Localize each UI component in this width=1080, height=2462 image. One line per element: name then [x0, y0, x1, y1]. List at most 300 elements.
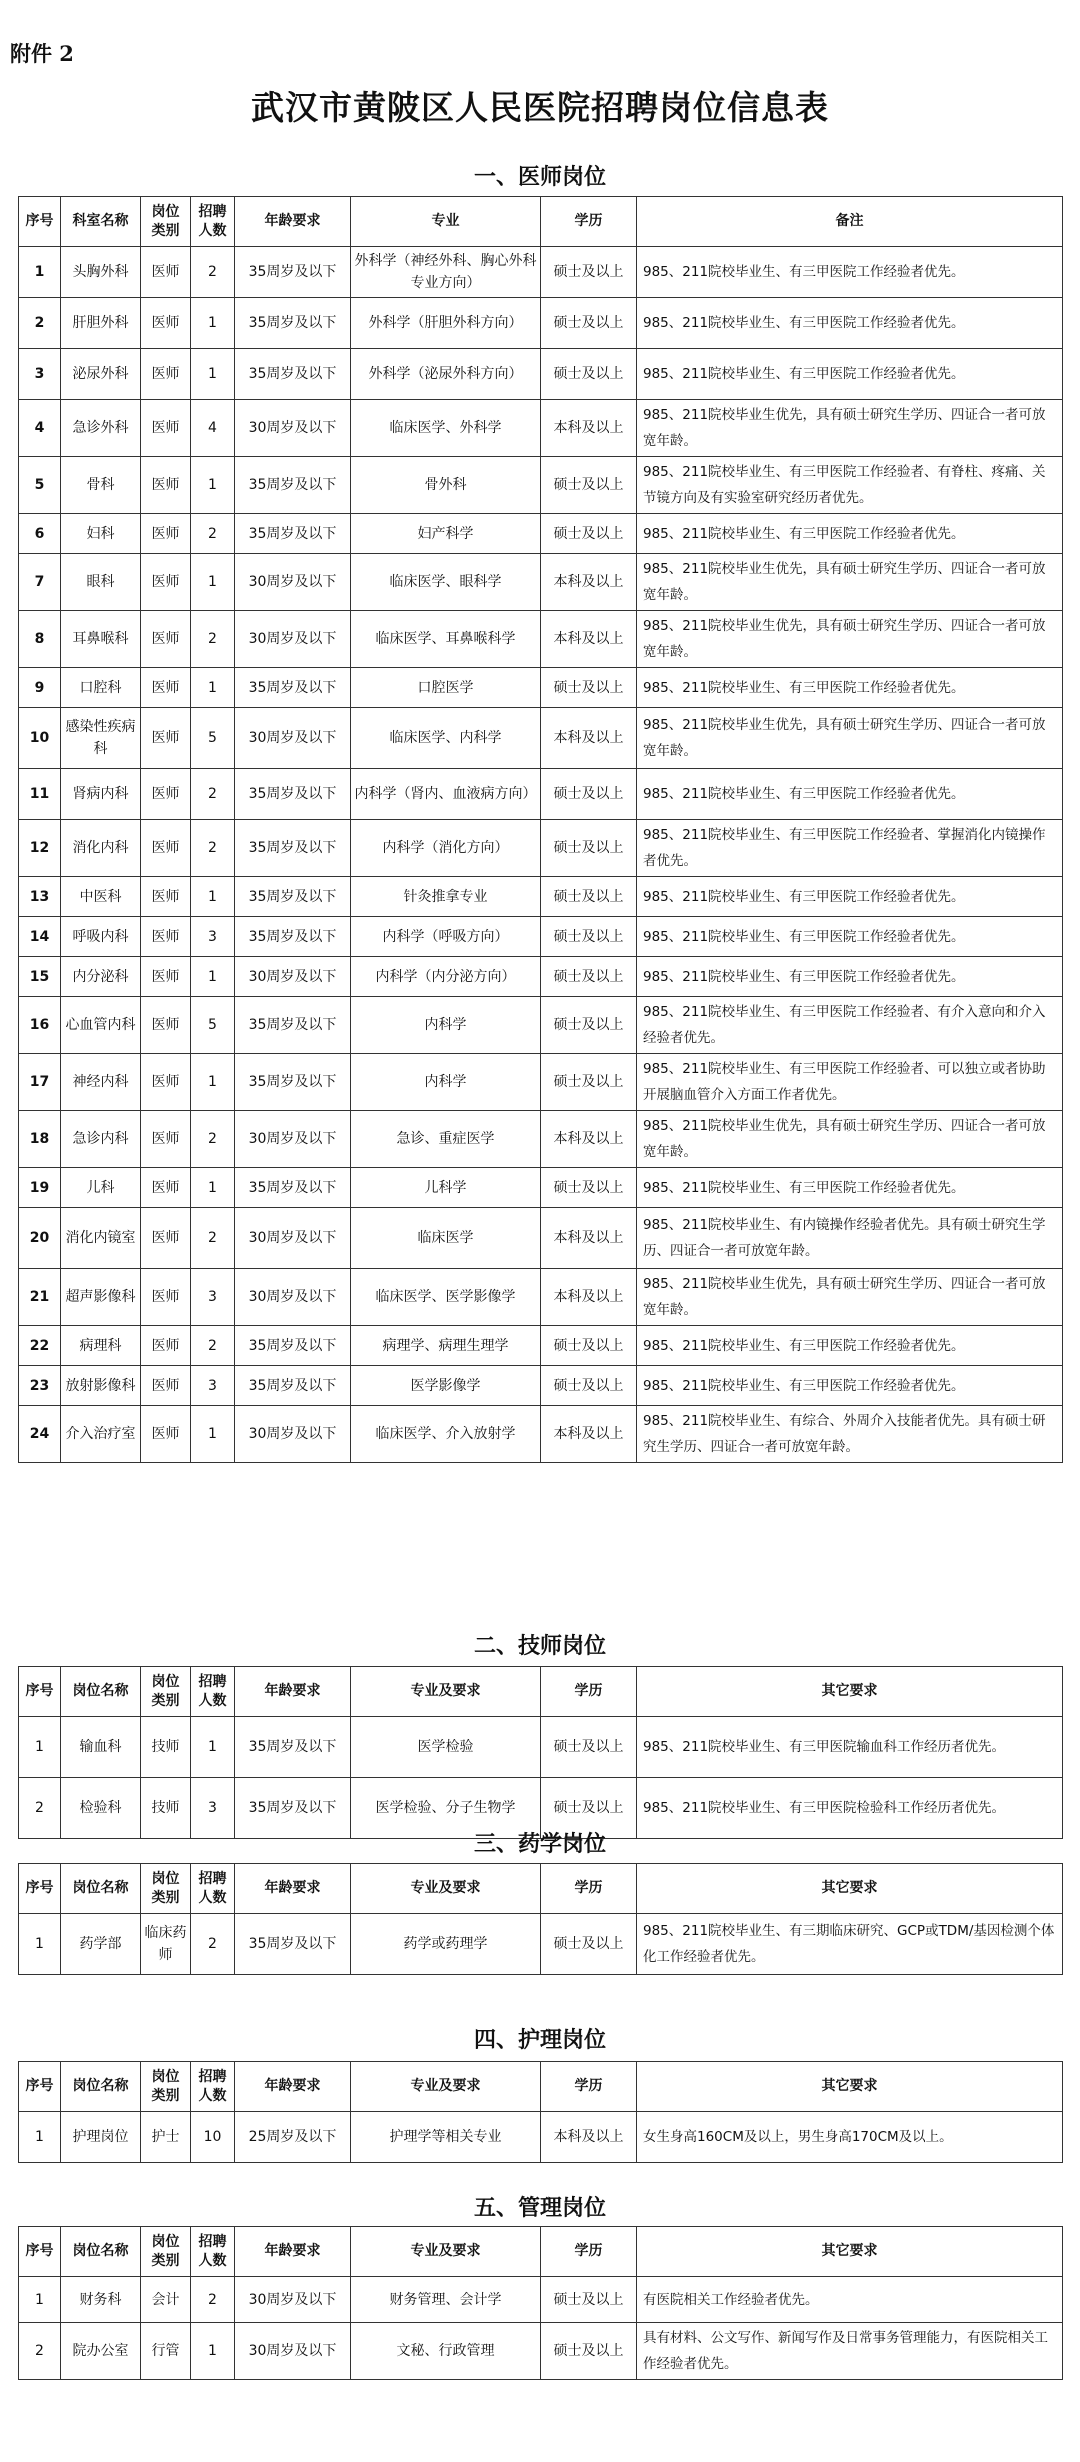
cell-age: 35周岁及以下 — [235, 769, 351, 820]
cell-count: 2 — [191, 820, 235, 877]
cell-major: 药学或药理学 — [351, 1914, 541, 1975]
cell-major: 病理学、病理生理学 — [351, 1326, 541, 1366]
cell-count: 1 — [191, 298, 235, 349]
cell-index: 1 — [19, 2277, 61, 2323]
cell-major: 内科学 — [351, 997, 541, 1054]
cell-major: 财务管理、会计学 — [351, 2277, 541, 2323]
table-row — [19, 668, 1063, 708]
column-header-index: 序号 — [19, 2062, 61, 2112]
cell-count: 1 — [191, 1168, 235, 1208]
cell-index: 1 — [19, 1717, 61, 1778]
column-header-age: 年龄要求 — [235, 1864, 351, 1914]
table-header-row — [19, 1864, 1063, 1914]
cell-count: 4 — [191, 400, 235, 457]
column-header-education: 学历 — [541, 1667, 637, 1717]
cell-category: 医师 — [141, 708, 191, 769]
cell-department: 泌尿外科 — [61, 349, 141, 400]
cell-count: 2 — [191, 247, 235, 298]
column-header-education: 学历 — [541, 2227, 637, 2277]
cell-index: 23 — [19, 1366, 61, 1406]
cell-category: 医师 — [141, 1366, 191, 1406]
column-header-count: 招聘人数 — [191, 1864, 235, 1914]
cell-department: 肝胆外科 — [61, 298, 141, 349]
cell-education: 硕士及以上 — [541, 2277, 637, 2323]
cell-count: 1 — [191, 349, 235, 400]
cell-major: 内科学（消化方向） — [351, 820, 541, 877]
table-row — [19, 708, 1063, 769]
column-header-major: 专业及要求 — [351, 2227, 541, 2277]
cell-department: 感染性疾病科 — [61, 708, 141, 769]
column-header-count: 招聘人数 — [191, 1667, 235, 1717]
cell-count: 5 — [191, 997, 235, 1054]
cell-age: 35周岁及以下 — [235, 1914, 351, 1975]
section-title: 五、管理岗位 — [473, 2195, 606, 2221]
cell-index: 22 — [19, 1326, 61, 1366]
column-header-education: 学历 — [541, 197, 637, 247]
cell-department: 药学部 — [61, 1914, 141, 1975]
section-table — [18, 1666, 1063, 1839]
cell-age: 30周岁及以下 — [235, 611, 351, 668]
cell-index: 16 — [19, 997, 61, 1054]
cell-index: 18 — [19, 1111, 61, 1168]
cell-department: 检验科 — [61, 1778, 141, 1839]
cell-education: 硕士及以上 — [541, 769, 637, 820]
cell-major: 临床医学 — [351, 1208, 541, 1269]
column-header-age: 年龄要求 — [235, 2227, 351, 2277]
cell-count: 1 — [191, 554, 235, 611]
column-header-category: 岗位类别 — [141, 2227, 191, 2277]
cell-department: 输血科 — [61, 1717, 141, 1778]
column-header-category: 岗位类别 — [141, 2062, 191, 2112]
cell-category: 医师 — [141, 1111, 191, 1168]
cell-age: 35周岁及以下 — [235, 298, 351, 349]
table-row — [19, 400, 1063, 457]
cell-count: 2 — [191, 514, 235, 554]
cell-major: 妇产科学 — [351, 514, 541, 554]
cell-index: 10 — [19, 708, 61, 769]
cell-age: 30周岁及以下 — [235, 957, 351, 997]
table-row — [19, 1208, 1063, 1269]
cell-age: 30周岁及以下 — [235, 1269, 351, 1326]
cell-major: 临床医学、内科学 — [351, 708, 541, 769]
cell-age: 35周岁及以下 — [235, 349, 351, 400]
table-row — [19, 349, 1063, 400]
cell-index: 1 — [19, 247, 61, 298]
cell-age: 35周岁及以下 — [235, 1366, 351, 1406]
table-row — [19, 1914, 1063, 1975]
cell-department: 介入治疗室 — [61, 1406, 141, 1463]
column-header-major: 专业及要求 — [351, 1864, 541, 1914]
table-row — [19, 917, 1063, 957]
column-header-department: 岗位名称 — [61, 1667, 141, 1717]
section-table — [18, 1863, 1063, 1975]
column-header-education: 学历 — [541, 1864, 637, 1914]
column-header-category: 岗位类别 — [141, 1667, 191, 1717]
table-header-row — [19, 1667, 1063, 1717]
cell-department: 放射影像科 — [61, 1366, 141, 1406]
cell-major: 外科学（神经外科、胸心外科专业方向） — [351, 247, 541, 298]
column-header-count: 招聘人数 — [191, 2227, 235, 2277]
cell-category: 医师 — [141, 611, 191, 668]
cell-notes: 985、211院校毕业生、有三甲医院工作经验者优先。 — [637, 769, 1063, 820]
cell-education: 硕士及以上 — [541, 1054, 637, 1111]
cell-department: 病理科 — [61, 1326, 141, 1366]
cell-education: 硕士及以上 — [541, 668, 637, 708]
cell-education: 硕士及以上 — [541, 247, 637, 298]
table-row — [19, 514, 1063, 554]
cell-major: 内科学（内分泌方向） — [351, 957, 541, 997]
table-row — [19, 1054, 1063, 1111]
cell-notes: 985、211院校毕业生优先，具有硕士研究生学历、四证合一者可放宽年龄。 — [637, 708, 1063, 769]
cell-category: 医师 — [141, 349, 191, 400]
cell-education: 硕士及以上 — [541, 820, 637, 877]
cell-count: 2 — [191, 1208, 235, 1269]
column-header-notes: 其它要求 — [637, 2227, 1063, 2277]
table-row — [19, 957, 1063, 997]
cell-category: 护士 — [141, 2112, 191, 2163]
column-header-index: 序号 — [19, 2227, 61, 2277]
cell-education: 硕士及以上 — [541, 349, 637, 400]
cell-index: 15 — [19, 957, 61, 997]
column-header-department: 岗位名称 — [61, 2062, 141, 2112]
section-title: 三、药学岗位 — [473, 1831, 606, 1857]
cell-category: 医师 — [141, 400, 191, 457]
table-row — [19, 247, 1063, 298]
cell-category: 医师 — [141, 820, 191, 877]
table-row — [19, 2277, 1063, 2323]
cell-education: 本科及以上 — [541, 708, 637, 769]
cell-notes: 985、211院校毕业生、有三甲医院工作经验者、有介入意向和介入经验者优先。 — [637, 997, 1063, 1054]
cell-major: 内科学（呼吸方向） — [351, 917, 541, 957]
cell-department: 内分泌科 — [61, 957, 141, 997]
column-header-notes: 其它要求 — [637, 1667, 1063, 1717]
section-table — [18, 196, 1063, 1463]
cell-index: 17 — [19, 1054, 61, 1111]
cell-index: 11 — [19, 769, 61, 820]
cell-count: 1 — [191, 457, 235, 514]
table-row — [19, 457, 1063, 514]
cell-department: 口腔科 — [61, 668, 141, 708]
cell-category: 医师 — [141, 247, 191, 298]
cell-major: 针灸推拿专业 — [351, 877, 541, 917]
cell-notes: 985、211院校毕业生、有三甲医院工作经验者、可以独立或者协助开展脑血管介入方面工作者优先。 — [637, 1054, 1063, 1111]
cell-notes: 985、211院校毕业生优先，具有硕士研究生学历、四证合一者可放宽年龄。 — [637, 1111, 1063, 1168]
cell-age: 30周岁及以下 — [235, 1208, 351, 1269]
cell-age: 30周岁及以下 — [235, 400, 351, 457]
cell-department: 消化内镜室 — [61, 1208, 141, 1269]
cell-major: 文秘、行政管理 — [351, 2323, 541, 2380]
cell-index: 2 — [19, 2323, 61, 2380]
cell-department: 神经内科 — [61, 1054, 141, 1111]
cell-education: 本科及以上 — [541, 1406, 637, 1463]
cell-count: 1 — [191, 2323, 235, 2380]
table-row — [19, 2112, 1063, 2163]
cell-category: 医师 — [141, 298, 191, 349]
cell-age: 35周岁及以下 — [235, 457, 351, 514]
cell-count: 5 — [191, 708, 235, 769]
cell-index: 24 — [19, 1406, 61, 1463]
cell-education: 本科及以上 — [541, 554, 637, 611]
cell-count: 1 — [191, 877, 235, 917]
cell-age: 30周岁及以下 — [235, 708, 351, 769]
cell-age: 35周岁及以下 — [235, 917, 351, 957]
section-title: 二、技师岗位 — [473, 1633, 606, 1659]
column-header-age: 年龄要求 — [235, 2062, 351, 2112]
cell-education: 硕士及以上 — [541, 1914, 637, 1975]
cell-category: 医师 — [141, 997, 191, 1054]
table-row — [19, 1717, 1063, 1778]
cell-department: 儿科 — [61, 1168, 141, 1208]
cell-notes: 985、211院校毕业生、有三甲医院工作经验者优先。 — [637, 957, 1063, 997]
column-header-age: 年龄要求 — [235, 197, 351, 247]
page-title: 武汉市黄陂区人民医院招聘岗位信息表 — [251, 88, 829, 127]
cell-notes: 985、211院校毕业生优先，具有硕士研究生学历、四证合一者可放宽年龄。 — [637, 554, 1063, 611]
table-header-row — [19, 2227, 1063, 2277]
cell-index: 8 — [19, 611, 61, 668]
column-header-index: 序号 — [19, 1864, 61, 1914]
table-row — [19, 997, 1063, 1054]
cell-age: 35周岁及以下 — [235, 1717, 351, 1778]
cell-education: 硕士及以上 — [541, 877, 637, 917]
table-row — [19, 1269, 1063, 1326]
cell-age: 35周岁及以下 — [235, 247, 351, 298]
column-header-count: 招聘人数 — [191, 197, 235, 247]
cell-age: 35周岁及以下 — [235, 1778, 351, 1839]
cell-major: 急诊、重症医学 — [351, 1111, 541, 1168]
cell-notes: 985、211院校毕业生、有三甲医院工作经验者优先。 — [637, 1326, 1063, 1366]
column-header-major: 专业 — [351, 197, 541, 247]
cell-education: 本科及以上 — [541, 400, 637, 457]
cell-category: 医师 — [141, 917, 191, 957]
cell-index: 1 — [19, 2112, 61, 2163]
cell-notes: 985、211院校毕业生、有三甲医院工作经验者优先。 — [637, 1366, 1063, 1406]
cell-department: 超声影像科 — [61, 1269, 141, 1326]
cell-index: 9 — [19, 668, 61, 708]
table-row — [19, 1406, 1063, 1463]
cell-index: 14 — [19, 917, 61, 957]
cell-category: 医师 — [141, 1406, 191, 1463]
cell-major: 医学检验、分子生物学 — [351, 1778, 541, 1839]
cell-index: 5 — [19, 457, 61, 514]
cell-major: 儿科学 — [351, 1168, 541, 1208]
cell-category: 会计 — [141, 2277, 191, 2323]
column-header-age: 年龄要求 — [235, 1667, 351, 1717]
column-header-department: 岗位名称 — [61, 1864, 141, 1914]
cell-index: 1 — [19, 1914, 61, 1975]
cell-education: 硕士及以上 — [541, 1326, 637, 1366]
cell-education: 硕士及以上 — [541, 457, 637, 514]
cell-major: 内科学 — [351, 1054, 541, 1111]
cell-education: 硕士及以上 — [541, 957, 637, 997]
cell-category: 行管 — [141, 2323, 191, 2380]
cell-education: 本科及以上 — [541, 611, 637, 668]
table-row — [19, 820, 1063, 877]
cell-count: 1 — [191, 1717, 235, 1778]
section-title: 一、医师岗位 — [473, 164, 606, 190]
cell-category: 临床药师 — [141, 1914, 191, 1975]
section-title: 四、护理岗位 — [473, 2027, 606, 2053]
cell-major: 临床医学、耳鼻喉科学 — [351, 611, 541, 668]
cell-count: 3 — [191, 1366, 235, 1406]
cell-category: 医师 — [141, 769, 191, 820]
cell-category: 技师 — [141, 1717, 191, 1778]
cell-education: 本科及以上 — [541, 1269, 637, 1326]
cell-department: 急诊内科 — [61, 1111, 141, 1168]
cell-major: 医学检验 — [351, 1717, 541, 1778]
cell-department: 护理岗位 — [61, 2112, 141, 2163]
cell-age: 30周岁及以下 — [235, 554, 351, 611]
table-row — [19, 877, 1063, 917]
cell-count: 2 — [191, 1111, 235, 1168]
cell-department: 眼科 — [61, 554, 141, 611]
cell-education: 硕士及以上 — [541, 514, 637, 554]
cell-index: 12 — [19, 820, 61, 877]
cell-department: 院办公室 — [61, 2323, 141, 2380]
cell-major: 临床医学、眼科学 — [351, 554, 541, 611]
table-header-row — [19, 2062, 1063, 2112]
cell-education: 硕士及以上 — [541, 1168, 637, 1208]
cell-education: 硕士及以上 — [541, 298, 637, 349]
table-row — [19, 298, 1063, 349]
cell-notes: 女生身高160CM及以上，男生身高170CM及以上。 — [637, 2112, 1063, 2163]
column-header-notes: 其它要求 — [637, 2062, 1063, 2112]
cell-category: 医师 — [141, 1168, 191, 1208]
cell-index: 20 — [19, 1208, 61, 1269]
cell-department: 呼吸内科 — [61, 917, 141, 957]
cell-department: 消化内科 — [61, 820, 141, 877]
cell-notes: 985、211院校毕业生优先，具有硕士研究生学历、四证合一者可放宽年龄。 — [637, 1269, 1063, 1326]
cell-major: 护理学等相关专业 — [351, 2112, 541, 2163]
cell-education: 硕士及以上 — [541, 1366, 637, 1406]
cell-count: 3 — [191, 1778, 235, 1839]
cell-notes: 985、211院校毕业生、有三甲医院工作经验者优先。 — [637, 349, 1063, 400]
cell-education: 硕士及以上 — [541, 2323, 637, 2380]
cell-age: 35周岁及以下 — [235, 1326, 351, 1366]
cell-notes: 985、211院校毕业生、有三甲医院工作经验者优先。 — [637, 877, 1063, 917]
cell-notes: 985、211院校毕业生、有三甲医院工作经验者优先。 — [637, 668, 1063, 708]
cell-department: 耳鼻喉科 — [61, 611, 141, 668]
cell-notes: 具有材料、公文写作、新闻写作及日常事务管理能力，有医院相关工作经验者优先。 — [637, 2323, 1063, 2380]
cell-index: 6 — [19, 514, 61, 554]
cell-age: 35周岁及以下 — [235, 668, 351, 708]
cell-notes: 985、211院校毕业生、有三期临床研究、GCP或TDM/基因检测个体化工作经验者优先。 — [637, 1914, 1063, 1975]
table-row — [19, 1168, 1063, 1208]
cell-major: 临床医学、医学影像学 — [351, 1269, 541, 1326]
cell-category: 医师 — [141, 514, 191, 554]
cell-education: 硕士及以上 — [541, 917, 637, 957]
cell-notes: 985、211院校毕业生、有三甲医院工作经验者优先。 — [637, 917, 1063, 957]
cell-education: 本科及以上 — [541, 1208, 637, 1269]
table-row — [19, 1111, 1063, 1168]
cell-index: 19 — [19, 1168, 61, 1208]
cell-count: 2 — [191, 611, 235, 668]
table-row — [19, 554, 1063, 611]
cell-age: 35周岁及以下 — [235, 877, 351, 917]
column-header-department: 岗位名称 — [61, 2227, 141, 2277]
cell-age: 35周岁及以下 — [235, 997, 351, 1054]
column-header-education: 学历 — [541, 2062, 637, 2112]
cell-notes: 985、211院校毕业生、有三甲医院工作经验者优先。 — [637, 247, 1063, 298]
cell-notes: 985、211院校毕业生、有内镜操作经验者优先。具有硕士研究生学历、四证合一者可放宽年龄。 — [637, 1208, 1063, 1269]
cell-notes: 985、211院校毕业生优先，具有硕士研究生学历、四证合一者可放宽年龄。 — [637, 400, 1063, 457]
table-row — [19, 611, 1063, 668]
table-header-row — [19, 197, 1063, 247]
cell-category: 技师 — [141, 1778, 191, 1839]
cell-category: 医师 — [141, 554, 191, 611]
cell-index: 3 — [19, 349, 61, 400]
cell-education: 硕士及以上 — [541, 1778, 637, 1839]
column-header-major: 专业及要求 — [351, 1667, 541, 1717]
cell-notes: 985、211院校毕业生、有三甲医院检验科工作经历者优先。 — [637, 1778, 1063, 1839]
cell-index: 7 — [19, 554, 61, 611]
cell-category: 医师 — [141, 1208, 191, 1269]
cell-department: 心血管内科 — [61, 997, 141, 1054]
cell-notes: 有医院相关工作经验者优先。 — [637, 2277, 1063, 2323]
cell-major: 临床医学、介入放射学 — [351, 1406, 541, 1463]
cell-education: 硕士及以上 — [541, 1717, 637, 1778]
cell-count: 1 — [191, 957, 235, 997]
cell-count: 2 — [191, 2277, 235, 2323]
cell-index: 21 — [19, 1269, 61, 1326]
cell-department: 肾病内科 — [61, 769, 141, 820]
column-header-notes: 其它要求 — [637, 1864, 1063, 1914]
cell-category: 医师 — [141, 668, 191, 708]
cell-index: 13 — [19, 877, 61, 917]
column-header-category: 岗位类别 — [141, 197, 191, 247]
cell-count: 3 — [191, 917, 235, 957]
cell-age: 35周岁及以下 — [235, 1168, 351, 1208]
cell-age: 30周岁及以下 — [235, 2277, 351, 2323]
cell-age: 35周岁及以下 — [235, 514, 351, 554]
cell-age: 30周岁及以下 — [235, 1111, 351, 1168]
cell-major: 医学影像学 — [351, 1366, 541, 1406]
cell-department: 财务科 — [61, 2277, 141, 2323]
cell-age: 30周岁及以下 — [235, 2323, 351, 2380]
cell-count: 2 — [191, 1914, 235, 1975]
column-header-index: 序号 — [19, 197, 61, 247]
cell-count: 2 — [191, 769, 235, 820]
attachment-label: 附件 2 — [10, 41, 74, 66]
cell-notes: 985、211院校毕业生、有综合、外周介入技能者优先。具有硕士研究生学历、四证合一者可放宽年龄。 — [637, 1406, 1063, 1463]
cell-age: 35周岁及以下 — [235, 1054, 351, 1111]
section-table — [18, 2061, 1063, 2163]
column-header-department: 科室名称 — [61, 197, 141, 247]
cell-notes: 985、211院校毕业生、有三甲医院输血科工作经历者优先。 — [637, 1717, 1063, 1778]
cell-major: 口腔医学 — [351, 668, 541, 708]
cell-department: 急诊外科 — [61, 400, 141, 457]
cell-notes: 985、211院校毕业生、有三甲医院工作经验者、掌握消化内镜操作者优先。 — [637, 820, 1063, 877]
table-row — [19, 1326, 1063, 1366]
cell-department: 头胸外科 — [61, 247, 141, 298]
section-table — [18, 2226, 1063, 2380]
column-header-notes: 备注 — [637, 197, 1063, 247]
cell-notes: 985、211院校毕业生、有三甲医院工作经验者优先。 — [637, 514, 1063, 554]
column-header-index: 序号 — [19, 1667, 61, 1717]
cell-major: 内科学（肾内、血液病方向） — [351, 769, 541, 820]
cell-index: 2 — [19, 298, 61, 349]
cell-age: 30周岁及以下 — [235, 1406, 351, 1463]
cell-count: 2 — [191, 1326, 235, 1366]
table-row — [19, 2323, 1063, 2380]
cell-age: 35周岁及以下 — [235, 820, 351, 877]
cell-major: 外科学（肝胆外科方向） — [351, 298, 541, 349]
cell-count: 1 — [191, 668, 235, 708]
cell-major: 骨外科 — [351, 457, 541, 514]
cell-category: 医师 — [141, 1054, 191, 1111]
cell-category: 医师 — [141, 457, 191, 514]
column-header-category: 岗位类别 — [141, 1864, 191, 1914]
table-row — [19, 769, 1063, 820]
